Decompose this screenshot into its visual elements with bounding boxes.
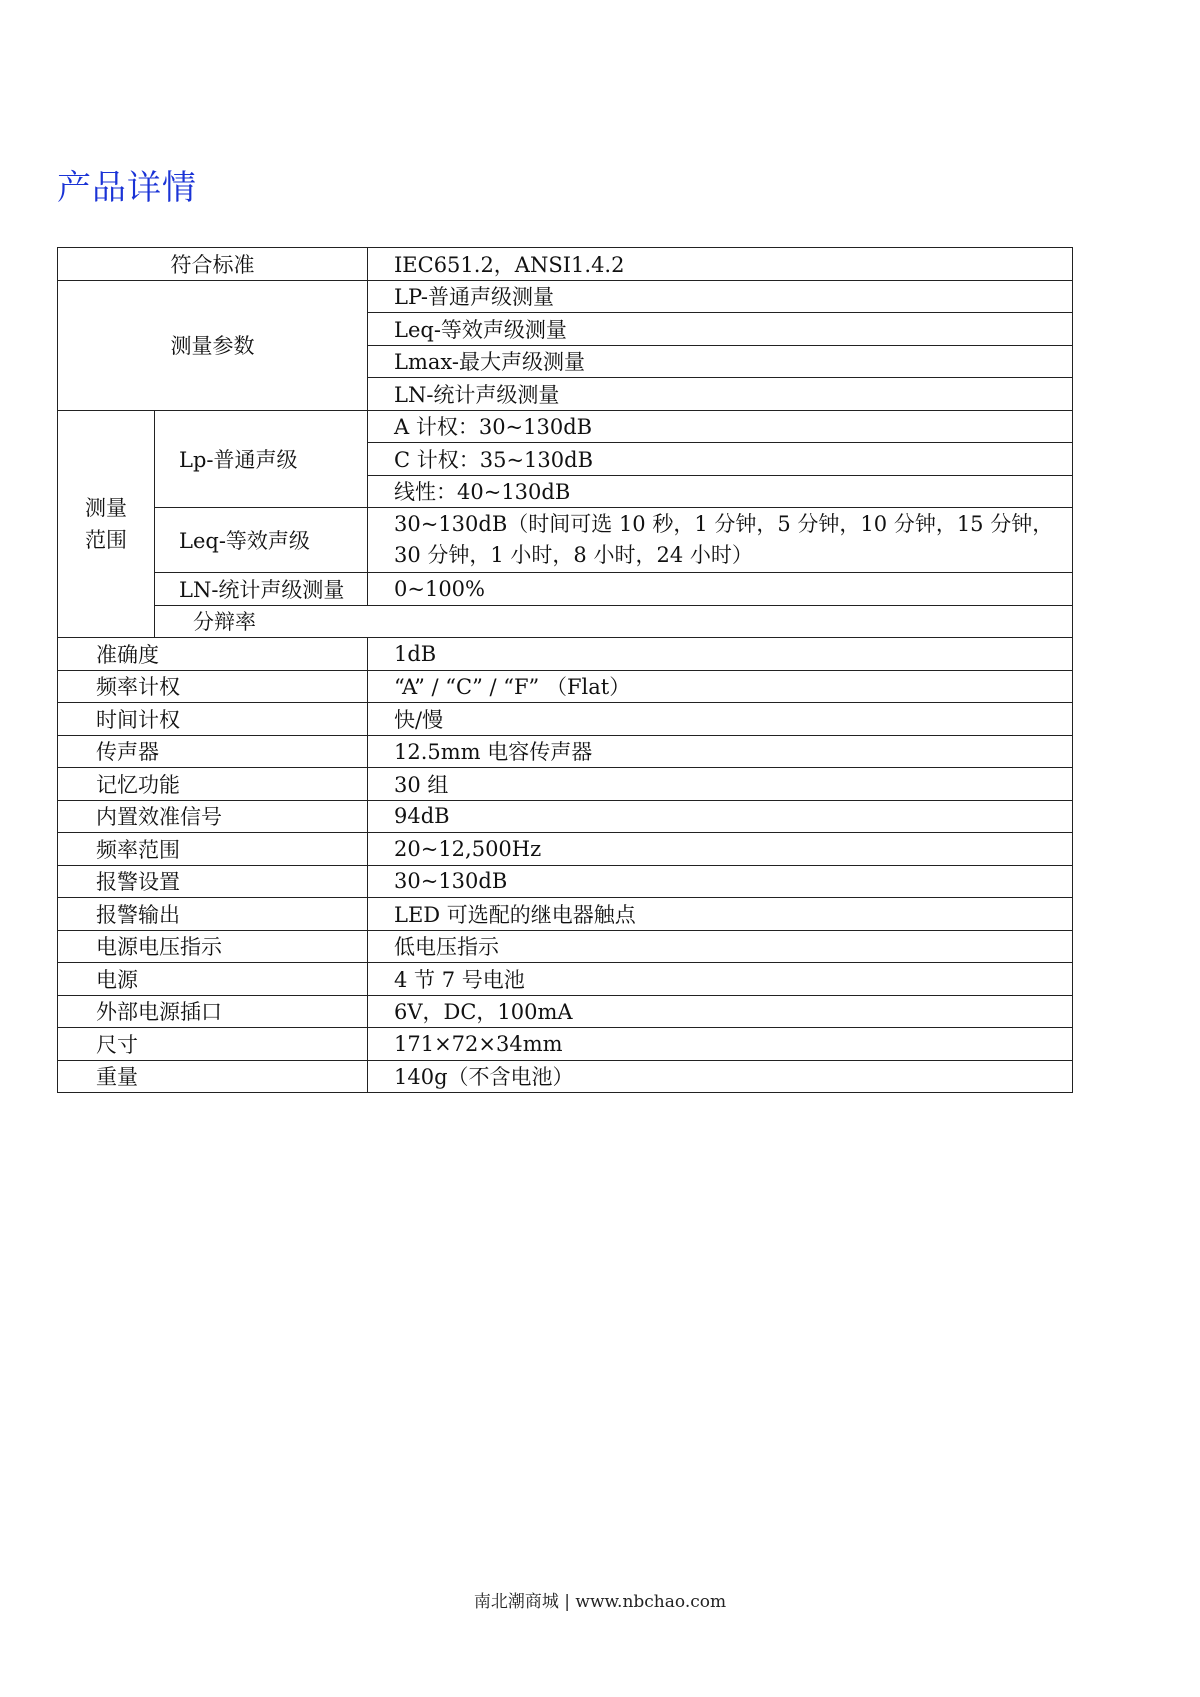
table-row: [58, 1028, 1073, 1061]
row-label: 分辩率: [155, 605, 1073, 638]
params-value: LP-普通声级测量: [368, 280, 1073, 313]
table-row: [58, 248, 1073, 281]
range-lp-value: 线性：40~130dB: [368, 475, 1073, 508]
table-row: [58, 865, 1073, 898]
table-row: [58, 768, 1073, 801]
row-label: 记忆功能: [58, 768, 368, 801]
standard-value: IEC651.2，ANSI1.4.2: [368, 248, 1073, 281]
range-leq-label: Leq-等效声级: [155, 508, 368, 573]
table-row: [58, 735, 1073, 768]
row-label: 时间计权: [58, 703, 368, 736]
params-value: LN-统计声级测量: [368, 378, 1073, 411]
row-label: 重量: [58, 1060, 368, 1093]
table-row: [58, 963, 1073, 996]
range-label: [58, 410, 155, 638]
row-label: 传声器: [58, 735, 368, 768]
range-leq-value-line2: 30 分钟，1 小时，8 小时，24 小时）: [394, 543, 753, 567]
row-value: 12.5mm 电容传声器: [368, 735, 1073, 768]
table-row: [58, 930, 1073, 963]
row-value: 低电压指示: [368, 930, 1073, 963]
row-label: 频率范围: [58, 833, 368, 866]
standard-label: 符合标准: [58, 248, 368, 281]
table-row: [58, 670, 1073, 703]
row-value: 30 组: [368, 768, 1073, 801]
range-leq-value-line1: 30~130dB（时间可选 10 秒，1 分钟，5 分钟，10 分钟，15 分钟，: [394, 512, 1054, 536]
row-value: 140g（不含电池）: [368, 1060, 1073, 1093]
row-value: “A” / “C” / “F” （Flat）: [368, 670, 1073, 703]
spec-table: [57, 247, 1073, 1093]
row-value: 94dB: [368, 800, 1073, 833]
row-value: 30~130dB: [368, 865, 1073, 898]
row-label: 报警设置: [58, 865, 368, 898]
table-row: [58, 638, 1073, 671]
row-label: 电源电压指示: [58, 930, 368, 963]
table-row: [58, 605, 1073, 638]
page-title: 产品详情: [57, 168, 197, 208]
row-label: 内置效准信号: [58, 800, 368, 833]
range-label-line1: 测量: [85, 495, 127, 520]
row-label: 外部电源插口: [58, 995, 368, 1028]
row-value: 6V，DC，100mA: [368, 995, 1073, 1028]
row-label: 报警输出: [58, 898, 368, 931]
row-value: LED 可选配的继电器触点: [368, 898, 1073, 931]
range-lp-value: C 计权：35~130dB: [368, 443, 1073, 476]
table-row: [58, 508, 1073, 573]
range-label-line2: 范围: [85, 527, 127, 552]
table-row: [58, 833, 1073, 866]
table-row: [58, 703, 1073, 736]
params-value: Lmax-最大声级测量: [368, 345, 1073, 378]
row-label: 准确度: [58, 638, 368, 671]
row-value: 1dB: [368, 638, 1073, 671]
table-row: [58, 995, 1073, 1028]
params-label: 测量参数: [58, 280, 368, 410]
row-value: 快/慢: [368, 703, 1073, 736]
range-lp-value: A 计权：30~130dB: [368, 410, 1073, 443]
row-value: 171×72×34mm: [368, 1028, 1073, 1061]
row-label: 尺寸: [58, 1028, 368, 1061]
table-row: [58, 1060, 1073, 1093]
range-ln-value: 0~100%: [368, 573, 1073, 606]
row-value: 20~12,500Hz: [368, 833, 1073, 866]
params-value: Leq-等效声级测量: [368, 313, 1073, 346]
table-row: [58, 573, 1073, 606]
range-leq-value: [368, 508, 1073, 573]
table-row: [58, 800, 1073, 833]
range-lp-label: Lp-普通声级: [155, 410, 368, 508]
range-ln-label: LN-统计声级测量: [155, 573, 368, 606]
footer: 南北潮商城 | www.nbchao.com: [473, 1592, 727, 1612]
table-row: [58, 280, 1073, 313]
row-label: 电源: [58, 963, 368, 996]
row-label: 频率计权: [58, 670, 368, 703]
table-row: [58, 898, 1073, 931]
table-row: [58, 410, 1073, 443]
row-value: 4 节 7 号电池: [368, 963, 1073, 996]
